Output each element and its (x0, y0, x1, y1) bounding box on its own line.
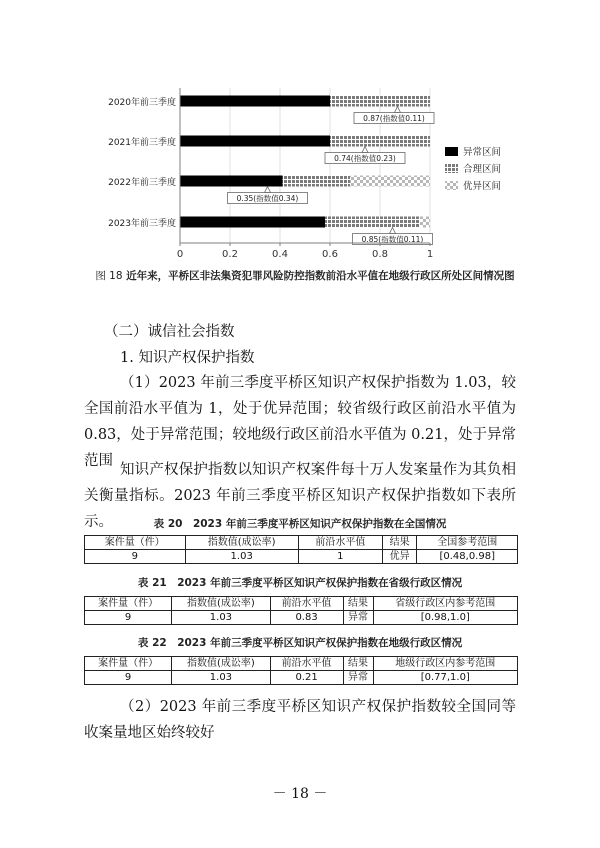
table-row (85, 671, 518, 685)
bar-segment (180, 217, 325, 228)
header-cell: 前沿水平值 (270, 597, 343, 611)
x-tick-label: 0 (176, 249, 184, 260)
table-cell: 1.03 (172, 671, 270, 685)
table-20 (84, 535, 518, 564)
header-cell: 案件量（件） (85, 536, 186, 550)
page-number: － 18 － (272, 786, 328, 802)
table-cell: 异常 (343, 611, 373, 625)
table-cell: 1.03 (172, 611, 270, 625)
figure-number: 图 18 (95, 270, 123, 282)
table-cell: 9 (85, 611, 172, 625)
callout-pointer (395, 107, 401, 113)
header-cell: 指数值(成讼率) (185, 536, 298, 550)
bar-segment (180, 96, 330, 107)
header-cell: 指数值(成讼率) (172, 597, 270, 611)
table-cell: [0.77,1.0] (373, 671, 517, 685)
bar-segment (180, 176, 283, 187)
bar-segment (350, 176, 430, 187)
legend-swatch (445, 164, 458, 173)
header-cell: 前沿水平值 (270, 657, 343, 671)
header-cell: 省级行政区内参考范围 (373, 597, 517, 611)
header-cell: 案件量（件） (85, 597, 172, 611)
table-header-row (85, 597, 518, 611)
header-cell: 结果 (343, 597, 373, 611)
header-cell: 全国参考范围 (417, 536, 518, 550)
table-cell: 9 (85, 671, 172, 685)
bar-segment (330, 136, 430, 147)
table-21 (84, 596, 518, 625)
table-header-row (85, 536, 518, 550)
header-cell: 结果 (382, 536, 417, 550)
table-cell: 优异 (382, 550, 417, 564)
x-tick-label: 1 (426, 249, 434, 260)
table-cell: [0.98,1.0] (373, 611, 517, 625)
table-cell: 异常 (343, 671, 373, 685)
table-cell: 0.21 (270, 671, 343, 685)
x-tick-label: 0.8 (372, 249, 388, 260)
annotation-label: 0.87(指数值0.11) (363, 114, 425, 123)
legend-label: 合理区间 (463, 164, 502, 175)
callout-pointer (362, 147, 368, 153)
x-tick-label: 0.2 (222, 249, 238, 260)
bar-segment (420, 217, 430, 228)
table-row (85, 611, 518, 625)
subsection-heading: 1. 知识产权保护指数 (120, 350, 255, 366)
x-tick-label: 0.4 (272, 249, 288, 260)
header-cell: 前沿水平值 (298, 536, 382, 550)
callout-pointer (390, 228, 396, 234)
section-heading: （二）诚信社会指数 (104, 324, 235, 340)
header-cell: 指数值(成讼率) (172, 657, 270, 671)
bar-segment (180, 136, 330, 147)
header-cell: 地级行政区内参考范围 (373, 657, 517, 671)
table-header-row (85, 657, 518, 671)
table-cell: 1 (298, 550, 382, 564)
annotation-label: 0.85(指数值0.11) (361, 235, 424, 244)
legend-swatch (445, 147, 458, 156)
figure-title: 近年来，平桥区非法集资犯罪风险防控指数前沿水平值在地级行政区所处区间情况图 (126, 270, 515, 282)
header-cell: 案件量（件） (85, 657, 172, 671)
table-cell: 1.03 (185, 550, 298, 564)
paragraph-3: （2）2023 年前三季度平桥区知识产权保护指数较全国同等收案量地区始终较好 (84, 699, 516, 741)
legend-label: 优异区间 (463, 181, 502, 192)
paragraph-2: 知识产权保护指数以知识产权案件每十万人发案量作为其负相关衡量指标。2023 年前三季度平桥区知识产权保护指数如下表所示。 (84, 462, 516, 530)
paragraph-1: （1）2023 年前三季度平桥区知识产权保护指数为 1.03，较全国前沿水平值为 1，处于优异范围；较省级行政区前沿水平值为 0.83，处于异常范围；较地级行政区前沿水平值为 0.21，处于异常范围 (84, 375, 516, 469)
table-20-caption: 表 20 2023 年前三季度平桥区知识产权保护指数在全国情况 (153, 518, 447, 530)
table-22-caption: 表 22 2023 年前三季度平桥区知识产权保护指数在地级行政区情况 (137, 637, 463, 649)
table-22 (84, 656, 518, 685)
bar-segment (325, 217, 420, 228)
bar-segment (330, 96, 430, 107)
bar-segment (283, 176, 351, 187)
legend-swatch (445, 181, 458, 190)
table-cell: 0.83 (270, 611, 343, 625)
table-cell: 9 (85, 550, 186, 564)
category-label: 2022年前三季度 (108, 178, 176, 188)
table-cell: [0.48,0.98] (417, 550, 518, 564)
header-cell: 结果 (343, 657, 373, 671)
x-tick-label: 0.6 (322, 249, 338, 260)
category-label: 2023年前三季度 (108, 219, 176, 229)
callout-pointer (265, 187, 271, 193)
annotation-label: 0.74(指数值0.23) (334, 154, 396, 163)
annotation-label: 0.35(指数值0.34) (236, 194, 299, 203)
legend-label: 异常区间 (463, 147, 502, 158)
table-21-caption: 表 21 2023 年前三季度平桥区知识产权保护指数在省级行政区情况 (137, 577, 463, 589)
category-label: 2021年前三季度 (108, 138, 176, 148)
figure-caption (70, 268, 540, 284)
range-chart (0, 0, 600, 265)
table-row (85, 550, 518, 564)
category-label: 2020年前三季度 (108, 98, 176, 108)
